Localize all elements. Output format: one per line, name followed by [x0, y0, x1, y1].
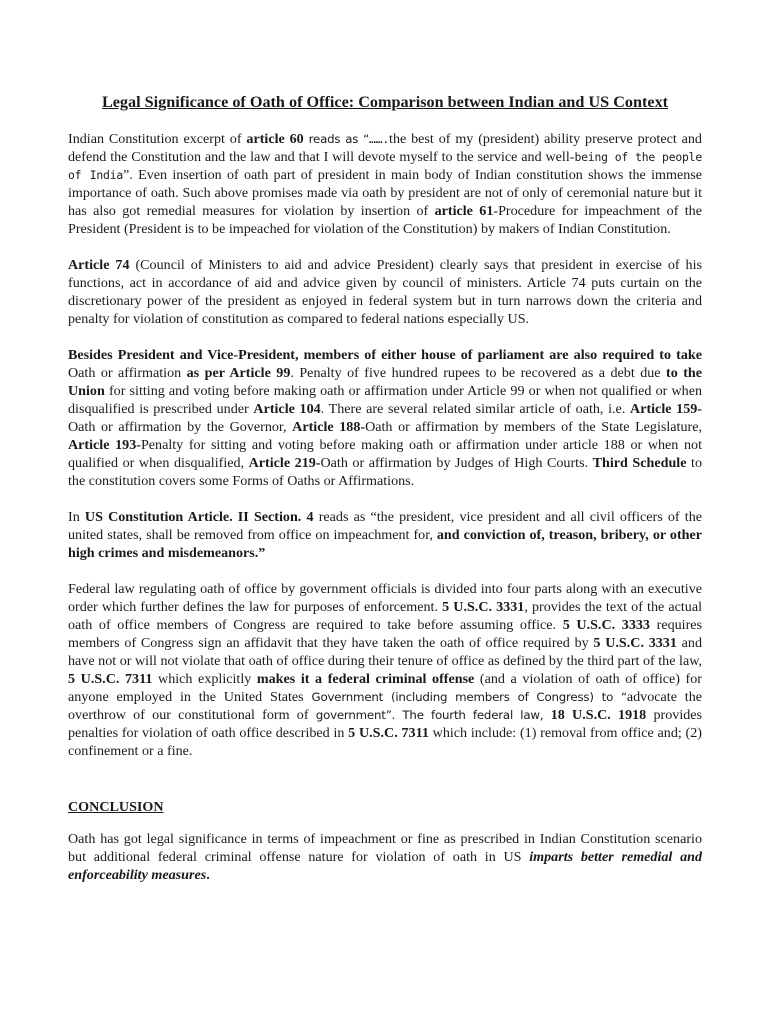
text-run: the best of my (president) ability preserve protect and defend the Constitution and the law and that I will devote myself to the service and well- — [68, 131, 702, 165]
text-run: Oath has got legal significance in terms of impeachment or fine as prescribed in Indian Constitution scenario but additional federal criminal offense nature for violation of oath in US — [68, 831, 702, 865]
text-run: (Council of Ministers to aid and advice President) clearly says that president in exercise of his functions, act in accordance of aid and advice given by council of ministers. Article 74 puts curtain on the discretionary power of the president as enjoyed in federal system but in turn narrows down the criteria and penalty for violation of constitution as compared to federal nations especially US. — [68, 257, 702, 327]
bold-run: Third Schedule — [592, 455, 687, 471]
bold-run: 5 U.S.C. 3331 — [442, 599, 525, 615]
text-run: -Procedure for impeachment of the President (President is to be impeached for violation of the Constitution) by makers of Indian Constitution. — [68, 203, 702, 237]
bold-run: Article 104 — [253, 401, 321, 417]
paragraph-federal-law — [68, 580, 702, 760]
bold-run: 5 U.S.C. 3333 — [562, 617, 650, 633]
text-run: which explicitly — [152, 671, 257, 687]
text-run: In — [68, 509, 85, 525]
bold-run: as per Article 99 — [186, 365, 291, 381]
text-run: Indian Constitution excerpt of — [68, 131, 247, 147]
bold-run: US Constitution Article. II Section. 4 — [84, 509, 314, 525]
text-run: provides penalties for violation of oath office described in — [68, 707, 703, 741]
bold-run: to the Union — [68, 365, 702, 399]
bold-run: Article 193- — [68, 437, 141, 453]
bold-run: 5 U.S.C. 7311 — [348, 725, 429, 741]
bold-run: makes it a federal criminal offense — [256, 671, 475, 687]
paragraph-conclusion — [68, 830, 702, 884]
text-run: ……. — [369, 132, 390, 146]
bold-run: Article 188- — [292, 419, 366, 435]
bold-run: Article 159- — [630, 401, 702, 417]
bold-run: 5 U.S.C. 3331 — [593, 635, 677, 651]
bold-run: 18 U.S.C. 1918 — [550, 707, 647, 723]
paragraph-parliament-oath — [68, 346, 702, 490]
text-run: to the constitution covers some Forms of Oaths or Affirmations. — [68, 455, 702, 489]
text-run: Penalty for sitting and voting before making oath or affirmation under article 188 or when not qualified or when disqualified, — [68, 437, 703, 471]
paragraph-article-74 — [68, 256, 702, 328]
conclusion-heading: CONCLUSION — [68, 799, 164, 815]
bold-run: and conviction of, treason, bribery, or other high crimes and misdemeanors.” — [68, 527, 702, 561]
paragraph-article-60 — [68, 130, 702, 238]
text-run: government”. The fourth federal law, — [315, 708, 551, 722]
paragraph-us-constitution — [68, 508, 702, 562]
text-run: . Penalty of five hundred rupees to be recovered as a debt due — [290, 365, 667, 381]
text-run: for sitting and voting before making oath or affirmation under Article 99 or when not qualified or when disqualified is prescribed under — [68, 383, 702, 417]
text-run: which include: (1) removal from office and; (2) confinement or a fine. — [68, 725, 702, 759]
document-title: Legal Significance of Oath of Office: Comparison between Indian and US Context — [101, 93, 669, 111]
bold-italic-run: imparts better remedial and enforceability measures — [68, 849, 703, 883]
text-run: requires members of Congress sign an affidavit that they have taken the oath of office required by — [68, 617, 703, 651]
text-run: ”. Even insertion of oath part of president in main body of Indian constitution shows the immense importance of oath. Such above promises made via oath by president are not of only of ceremonial nature but it has also got remedial measures for violation by insertion of — [68, 167, 702, 219]
text-run: advocate the overthrow of our constitutional form of — [68, 689, 703, 723]
text-run: reads as “the president, vice president and all civil officers of the united states, shall be removed from office on impeachment for, — [68, 509, 702, 543]
text-run: reads as “ — [303, 132, 370, 146]
text-run: Oath or affirmation — [68, 365, 187, 381]
text-run: Oath or affirmation by members of the State Legislature, — [365, 419, 702, 435]
bold-run: Article 219- — [248, 455, 321, 471]
bold-run: . — [206, 867, 210, 883]
bold-run: Article 74 — [68, 257, 130, 273]
text-run: Oath or affirmation by Judges of High Courts. — [320, 455, 593, 471]
bold-run: 5 U.S.C. 7311 — [68, 671, 153, 687]
bold-run: article 60 — [246, 131, 304, 147]
text-run: being of the people of India — [68, 150, 702, 182]
text-run: , provides the text of the actual oath of office members of Congress are required to take before assuming office. — [68, 599, 702, 633]
text-run: Federal law regulating oath of office by government officials is divided into four parts along with an executive order which further defines the law for purposes of enforcement. — [68, 581, 702, 615]
text-run: and have not or will not violate that oath of office during their tenure of office as defined by the third part of the law, — [68, 635, 702, 669]
bold-run: article 61 — [434, 203, 494, 219]
text-run: Government (including members of Congress) to “ — [311, 690, 627, 704]
text-run: Oath or affirmation by the Governor, — [68, 419, 293, 435]
bold-run: Besides President and Vice-President, members of either house of parliament are also required to take — [68, 347, 702, 363]
text-run: (and a violation of oath of office) for anyone employed in the United States — [68, 671, 702, 705]
text-run: . There are several related similar article of oath, i.e. — [320, 401, 631, 417]
